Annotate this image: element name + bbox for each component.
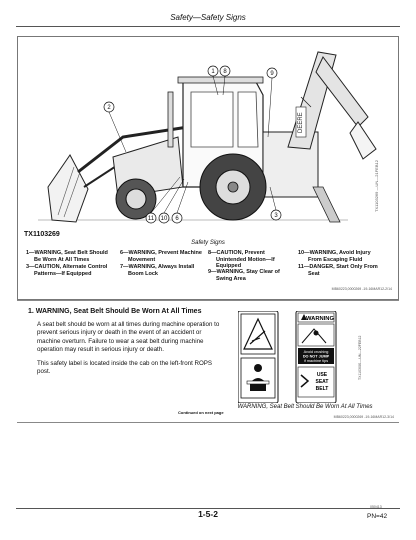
item-paragraph-2: This safety label is located inside the cab on the left-front ROPS post. [37,360,213,376]
safety-sign-illustration [238,311,353,403]
section-rule-bottom [17,422,399,423]
legend-item-10 [298,250,371,263]
legend-text: Movement [128,256,156,263]
legend-text: Seat [308,270,320,277]
sign-use: USE [316,372,328,378]
page-code: PN=42 [367,513,388,520]
legend-text: 10—WARNING, Avoid Injury [298,250,371,256]
legend-item-7 [120,264,194,277]
figure-caption: Safety Signs [191,240,225,246]
backhoe-loader-illustration [18,37,398,237]
legend-item-11 [298,264,378,277]
legend-text: Boom Lock [128,270,158,277]
legend-text: Unintended Motion—If [216,256,275,263]
svg-text:DEERE: DEERE [298,112,304,133]
figure-box [17,36,399,300]
sign-caption: WARNING, Seat Belt Should Be Worn At All Times [237,404,373,410]
sign-warning-word: WARNING [305,316,335,322]
item-paragraph-1: A seat belt should be worn at all times during machine operation to prevent serious injury or death in the event of an accident or machine overturn. Failure to wear a seat belt during machine operation may result in serious injury or death. [37,321,220,353]
sign-line-2: DO NOT JUMP [302,354,330,359]
callout-6: 6 [175,216,179,223]
callout-11: 11 [147,216,155,223]
legend-text: 3—CAUTION, Alternate Control [26,264,108,270]
legend-text: 6—WARNING, Prevent Machine [120,250,202,256]
legend-item-3 [26,264,107,277]
legend-item-6 [120,250,202,263]
sign-line-1: Avoid crushing [303,350,329,354]
legend-text: 9—WARNING, Stay Clear of [208,269,280,275]
section-rule [17,300,399,301]
figure-side-id: TX1103269 —UN—21FEB12 [374,160,379,212]
callout-2: 2 [107,105,111,112]
sign-side-id: TX1103081—UN—22FEB12 [358,335,362,380]
legend-text: Be Worn At All Times [34,256,90,263]
item-title: 1. WARNING, Seat Belt Should Be Worn At All Times [28,308,202,315]
figure-reference: MB60223,0000269 -19-16MAR12-2/14 [331,287,392,291]
legend-text: Patterns—If Equipped [34,270,92,277]
callout-8: 8 [223,69,227,76]
callout-10: 10 [160,216,168,223]
sign-seat: SEAT [315,379,329,385]
legend-text: 8—CAUTION, Prevent [208,250,265,256]
legend-text: Swing Area [216,275,246,282]
callout-9: 9 [270,71,274,78]
legend-text: 7—WARNING, Always Install [120,264,195,270]
legend-text: From Escaping Fluid [308,256,363,263]
sign-line-3: if machine tips [303,359,329,363]
continued-note: Continued on next page [178,410,224,415]
page-number: 1-5-2 [198,509,218,519]
legend-text: 1—WARNING, Seat Belt Should [26,250,108,256]
callout-1: 1 [211,69,215,76]
legend-text: 11—DANGER, Start Only From [298,264,378,270]
page-date-code: 050413 [370,505,382,509]
header-title: Safety—Safety Signs [170,13,246,22]
sign-reference: MB60223,0000269 -19-16MAR12-3/14 [333,415,394,419]
legend-item-1 [26,250,108,263]
legend-item-9 [208,269,280,282]
sign-belt: BELT [315,386,329,392]
figure-id: TX1103269 [24,231,60,238]
header-rule [16,26,400,27]
legend-text: Equipped [216,263,242,269]
legend-item-8 [208,250,275,270]
callout-3: 3 [274,213,278,220]
